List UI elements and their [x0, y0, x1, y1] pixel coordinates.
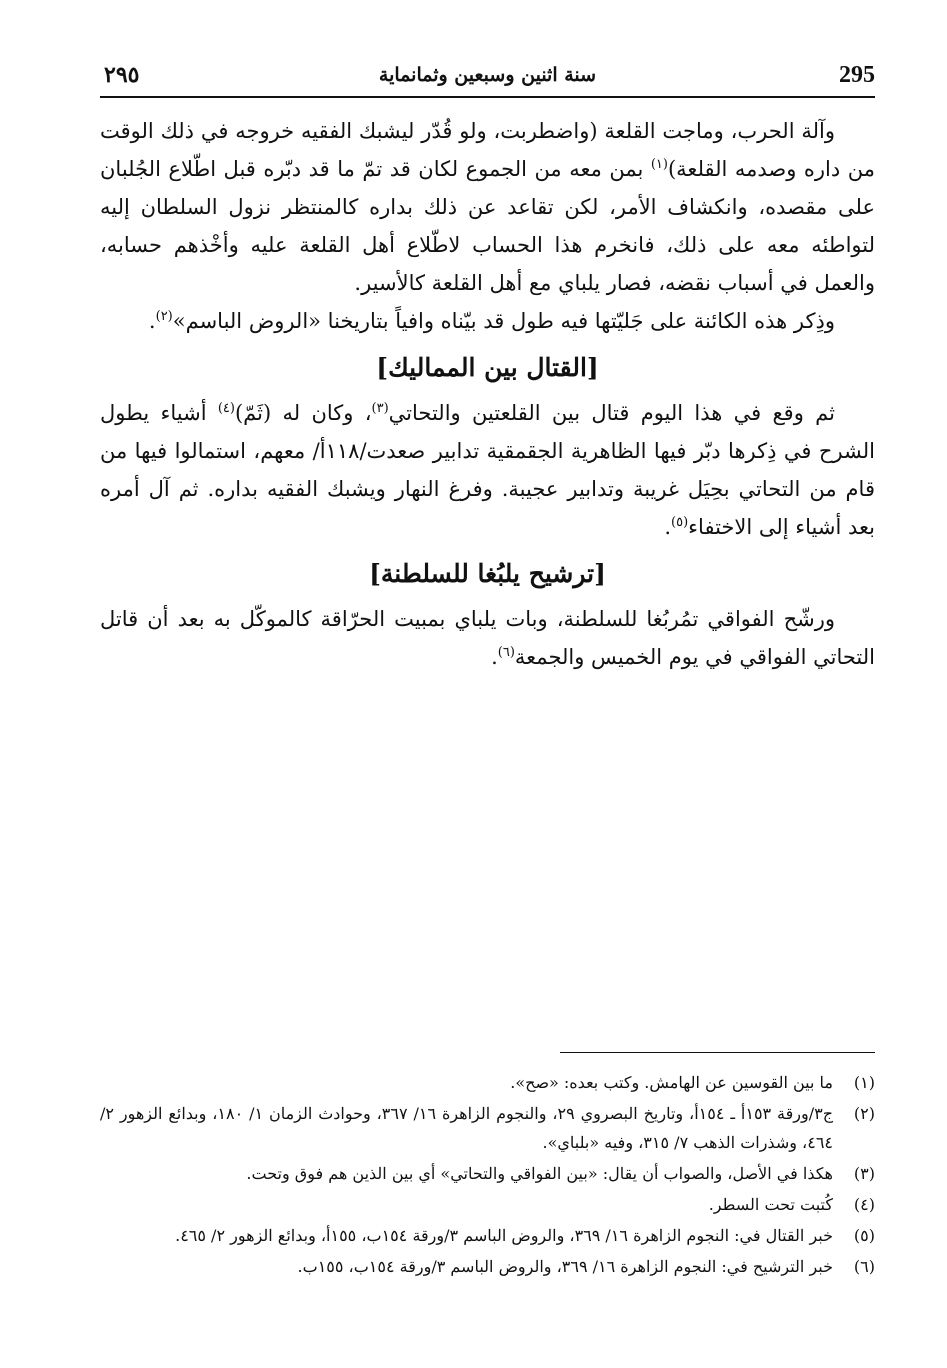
paragraph-4 — [100, 600, 875, 676]
footnote-5 — [100, 1221, 875, 1250]
paragraph-text: ورشّح الفواقي تمُربُغا للسلطنة، وبات يلباي بمبيت الحرّاقة كالموكّل به بعد أن قاتل التحاتي الفواقي في يوم الخميس والجمعة — [100, 607, 875, 669]
paragraph-text: . — [491, 645, 498, 669]
paragraph-3 — [100, 394, 875, 546]
footnote-number: (٢) — [853, 1104, 875, 1123]
footnote-number: (١) — [853, 1073, 875, 1092]
footnote-text: هكذا في الأصل، والصواب أن يقال: «بين الفواقي والتحاتي» أي بين الذين هم فوق وتحت. — [246, 1164, 833, 1183]
footnotes — [100, 1068, 875, 1283]
footnote-3 — [100, 1159, 875, 1188]
footnote-ref-6: (٦) — [497, 645, 515, 660]
footnote-divider — [560, 1052, 875, 1053]
page-number-arabic: ٢٩٥ — [104, 62, 140, 88]
footnote-text: ما بين القوسين عن الهامش. وكتب بعده: «صح». — [510, 1073, 833, 1092]
paragraph-text: وذِكر هذه الكائنة على جَليّتها فيه طول قد بيّناه وافياً بتاريخنا «الروض الباسم» — [172, 309, 835, 333]
page-header — [100, 60, 875, 98]
paragraph-text: . — [148, 309, 156, 333]
footnote-text: كُتبت تحت السطر. — [708, 1195, 833, 1214]
footnote-6 — [100, 1252, 875, 1281]
paragraph-text: بمن معه من الجموع لكان قد تمّ ما قد دبّره قبل اطّلاع الجُلبان على مقصده، وانكشاف الأمر، لكن تقاعد عن ذلك بداره كالمنتظر نزول السلطان إليه لتواطئه معه على ذلك، فانخرم هذا الحساب لاطّلاع أهل القلعة عليه وأخْذهم حسابه، والعمل في أسباب نقضه، فصار يلباي مع أهل القلعة كالأسير. — [100, 157, 875, 295]
footnote-ref-3: (٣) — [371, 401, 389, 416]
section-heading-nomination: [ترشيح يلبُغا للسلطنة] — [369, 559, 606, 588]
footnote-text: خبر الترشيح في: النجوم الزاهرة ١٦/ ٣٦٩، والروض الباسم ٣/ورقة ١٥٤ب، ١٥٥ب. — [297, 1257, 833, 1276]
footnote-ref-2: (٢) — [155, 309, 173, 324]
footnote-ref-1: (١) — [650, 157, 668, 172]
paragraph-text: ، وكان له (ثَمّ) — [234, 401, 372, 425]
paragraph-text: ثم وقع في هذا اليوم قتال بين القلعتين والتحاتي — [388, 401, 835, 425]
section-heading-fighting: [القتال بين المماليك] — [376, 353, 599, 382]
paragraph-1 — [100, 112, 875, 302]
page-number-latin: 295 — [839, 62, 875, 88]
footnote-number: (٦) — [853, 1257, 875, 1276]
main-text — [100, 112, 875, 676]
footnote-number: (٥) — [853, 1226, 875, 1245]
paragraph-text: . — [664, 515, 672, 539]
footnote-1 — [100, 1068, 875, 1097]
footnote-text: ج٣/ورقة ١٥٣أ ـ ١٥٤أ، وتاريخ البصروي ٢٩، والنجوم الزاهرة ١٦/ ٣٦٧، وحوادث الزمان ١/ ١٨٠، وبدائع الزهور ٢/ ٤٦٤، وشذرات الذهب ٧/ ٣١٥، وفيه «بلباي». — [100, 1104, 834, 1152]
paragraph-text: أشياء يطول الشرح في ذِكرها دبّر فيها الظاهرية الجقمقية تدابير صعدت/١١٨أ/ معهم، استمالوا فيها من قام من التحاتي بحِيَل غريبة وتدابير عجيبة. وفرغ النهار ويشبك الفقيه بداره. ثم آل أمره بعد أشياء إلى الاختفاء — [100, 401, 875, 539]
paragraph-text: وآلة الحرب، وماجت القلعة (واضطربت، ولو قُدّر ليشبك الفقيه خروجه في ذلك الوقت من داره وصدمه القلعة) — [100, 119, 875, 181]
footnote-ref-4: (٤) — [217, 401, 235, 416]
running-title: سنة اثنين وسبعين وثمانماية — [378, 64, 597, 86]
footnote-ref-5: (٥) — [671, 515, 689, 530]
footnote-number: (٣) — [853, 1164, 875, 1183]
paragraph-2 — [100, 302, 875, 340]
footnote-2 — [100, 1099, 875, 1157]
footnote-number: (٤) — [853, 1195, 875, 1214]
footnote-4 — [100, 1190, 875, 1219]
footnote-text: خبر القتال في: النجوم الزاهرة ١٦/ ٣٦٩، والروض الباسم ٣/ورقة ١٥٤ب، ١٥٥أ، وبدائع الزهور ٢/ ٤٦٥. — [175, 1226, 833, 1245]
